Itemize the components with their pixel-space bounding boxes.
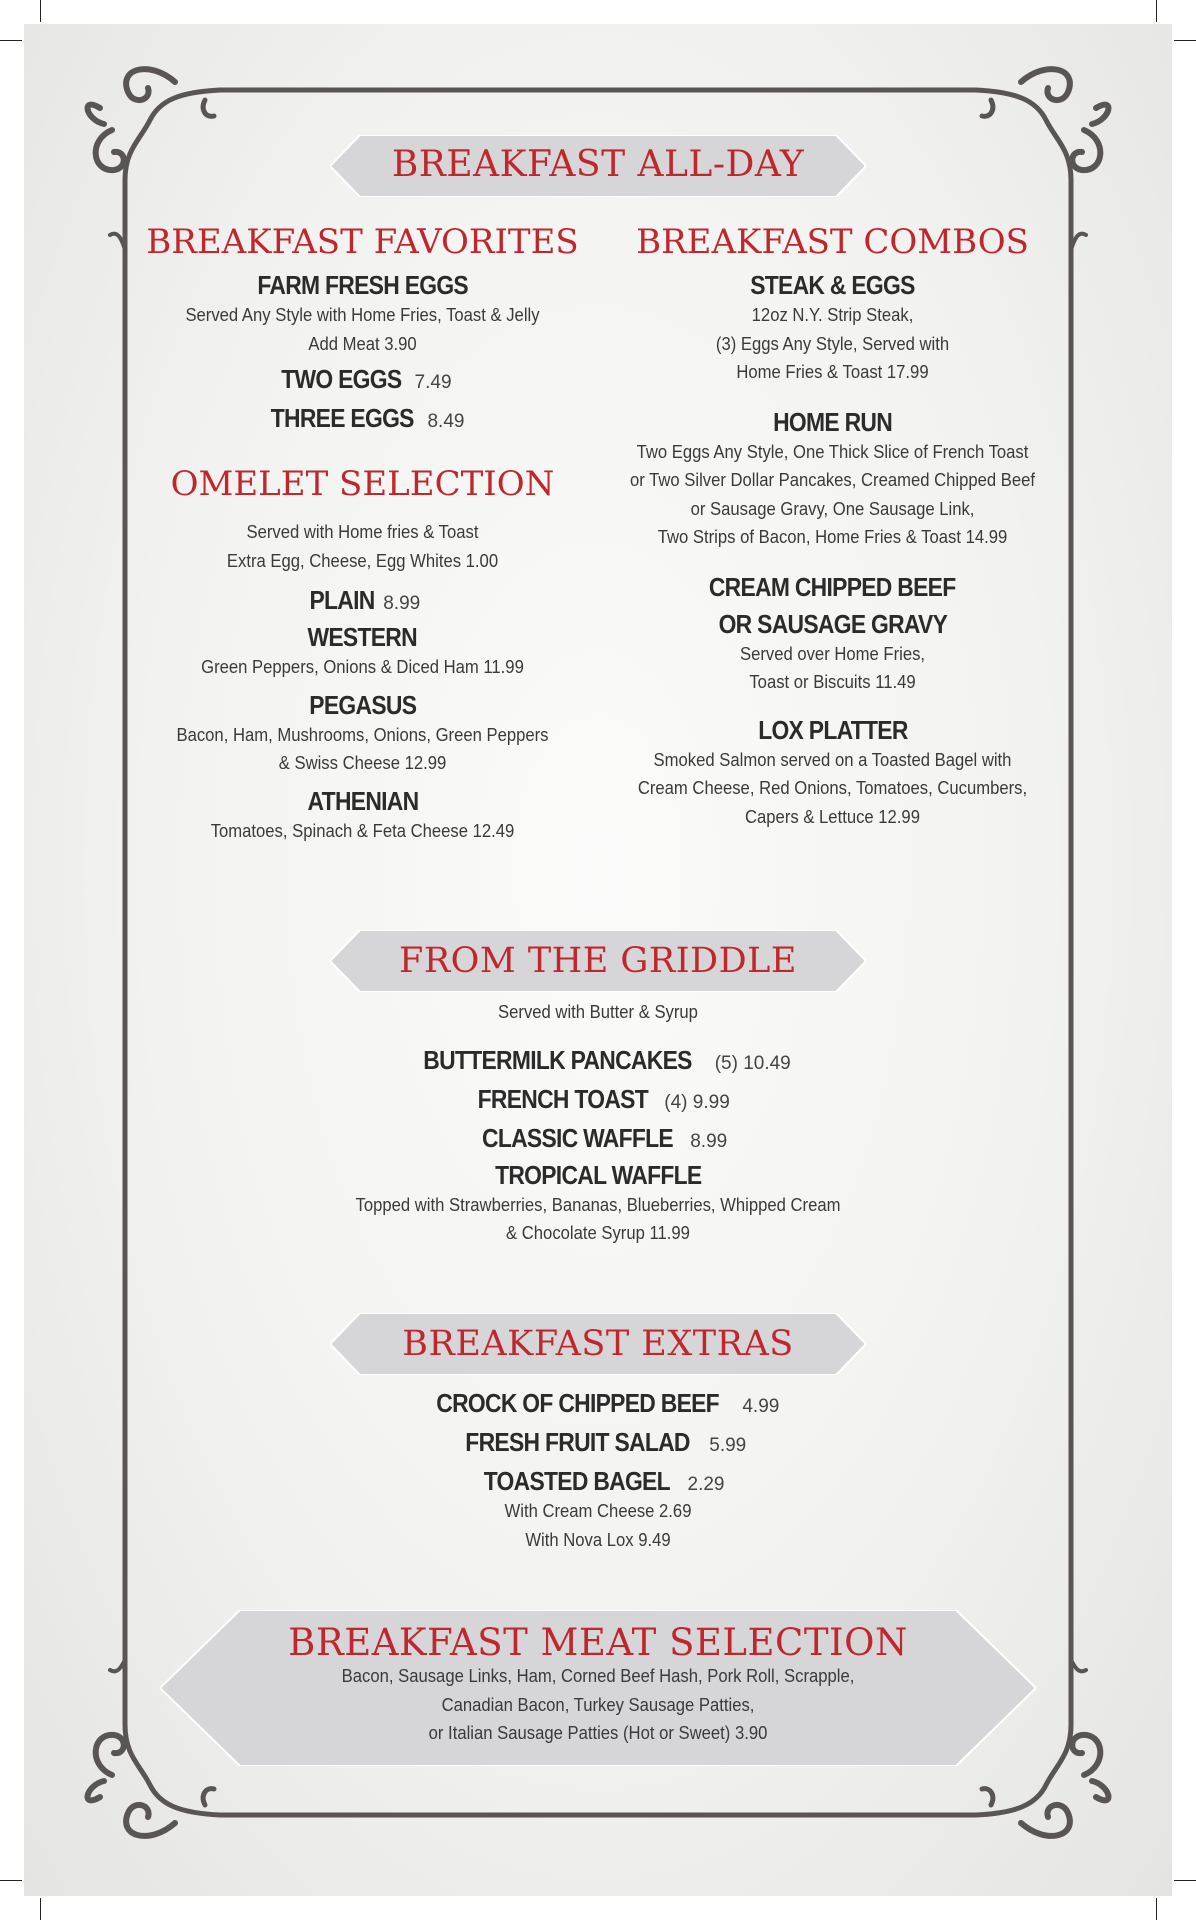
section-title-omelet: OMELET SELECTION [170,464,555,504]
menu-item-toasted-bagel [298,1466,898,1554]
item-name: CREAM CHIPPED BEEF [709,571,956,602]
section-title-extras: BREAKFAST EXTRAS [402,1324,794,1364]
item-description: Served Any Style with Home Fries, Toast & Jelly Add Meat 3.90 [185,304,540,354]
item-name: BUTTERMILK PANCAKES [423,1044,692,1075]
item-name: ATHENIAN [307,785,418,816]
extras-section [298,1388,898,1554]
section-title-favorites: BREAKFAST FAVORITES [146,222,579,262]
menu-item-buttermilk-pancakes [248,1045,948,1076]
menu-item-plain [140,585,585,616]
page-title: BREAKFAST ALL-DAY [391,144,805,185]
menu-item-french-toast [248,1084,948,1115]
item-name: FRENCH TOAST [477,1083,649,1114]
banner-breakfast-extras [330,1313,866,1375]
item-name: LOX PLATTER [757,714,908,745]
menu-item-home-run [605,407,1060,552]
item-description: 12oz N.Y. Strip Steak, (3) Eggs Any Style, Served with Home Fries & Toast 17.99 [715,304,950,382]
menu-item-lox-platter [605,715,1060,832]
item-price: 2.29 [687,1474,725,1495]
item-price: (5) 10.49 [714,1052,791,1074]
item-name: STEAK & EGGS [750,270,915,300]
item-description: Two Eggs Any Style, One Thick Slice of French Toast or Two Silver Dollar Pancakes, Creamed Chipped Beef or Sausage Gravy, One Sausage Link, Two Strips of Bacon, Home Fries & Toast 14.99 [629,440,1036,547]
menu-item-three-eggs [140,403,585,434]
item-price: 8.99 [690,1130,728,1152]
item-price: 7.49 [414,372,452,393]
item-price: (4) 9.99 [664,1091,730,1113]
item-price: 4.99 [742,1396,780,1417]
menu-item-two-eggs [140,364,585,395]
menu-item-athenian [140,786,585,846]
item-name: PEGASUS [309,689,416,720]
menu-item-classic-waffle [248,1123,948,1154]
menu-item-crock-of-chipped-beef [298,1388,898,1419]
item-description: Served over Home Fries, Toast or Biscuits 11.49 [739,642,926,692]
item-name: TROPICAL WAFFLE [494,1159,702,1190]
banner-from-the-griddle [330,930,866,992]
item-description: With Cream Cheese 2.69 With Nova Lox 9.49 [504,1500,692,1550]
item-name: FARM FRESH EGGS [257,270,468,300]
left-column [140,222,585,845]
item-description: Topped with Strawberries, Bananas, Blueberries, Whipped Cream & Chocolate Syrup 11.99 [355,1193,841,1243]
item-price: 8.49 [427,411,465,432]
item-name: TOASTED BAGEL [484,1466,671,1496]
section-title-griddle: FROM THE GRIDDLE [399,941,797,981]
banner-breakfast-all-day [330,135,866,197]
item-description: Green Peppers, Onions & Diced Ham 11.99 [201,656,524,677]
section-title-combos: BREAKFAST COMBOS [636,222,1029,262]
menu-item-farm-fresh-eggs [140,270,585,358]
item-name: THREE EGGS [270,403,414,433]
griddle-section [248,998,948,1248]
section-title-meat: BREAKFAST MEAT SELECTION [288,1621,908,1664]
menu-item-fresh-fruit-salad [298,1427,898,1458]
menu-item-pegasus [140,690,585,778]
meat-description: Bacon, Sausage Links, Ham, Corned Beef Hash, Pork Roll, Scrapple, Canadian Bacon, Turkey Sausage Patties, or Italian Sausage Patties (Hot or Sweet) 3.90 [341,1665,855,1743]
item-name: CROCK OF CHIPPED BEEF [435,1388,719,1418]
item-name: HOME RUN [773,406,892,437]
banner-breakfast-meat-selection [160,1610,1036,1766]
item-name: TWO EGGS [281,364,402,394]
right-column [605,222,1060,831]
item-name: CLASSIC WAFFLE [481,1122,673,1153]
item-name: WESTERN [307,622,418,652]
menu-item-cream-chipped-beef [605,572,1060,697]
item-price: 5.99 [709,1435,747,1456]
omelet-description: Served with Home fries & Toast Extra Egg, Cheese, Egg Whites 1.00 [226,521,499,571]
item-description: Bacon, Ham, Mushrooms, Onions, Green Peppers & Swiss Cheese 12.99 [176,723,549,773]
griddle-subtitle: Served with Butter & Syrup [498,1001,698,1022]
menu-item-tropical-waffle [248,1160,948,1248]
item-description: Tomatoes, Spinach & Feta Cheese 12.49 [210,819,515,841]
item-name: OR SAUSAGE GRAVY [718,608,947,639]
menu-item-steak-and-eggs [605,270,1060,387]
item-description: Smoked Salmon served on a Toasted Bagel with Cream Cheese, Red Onions, Tomatoes, Cucumbers, Capers & Lettuce 12.99 [637,748,1028,827]
item-name: FRESH FRUIT SALAD [465,1427,690,1457]
item-name: PLAIN [309,585,375,615]
menu-item-western [140,622,585,682]
item-price: 8.99 [383,593,421,614]
